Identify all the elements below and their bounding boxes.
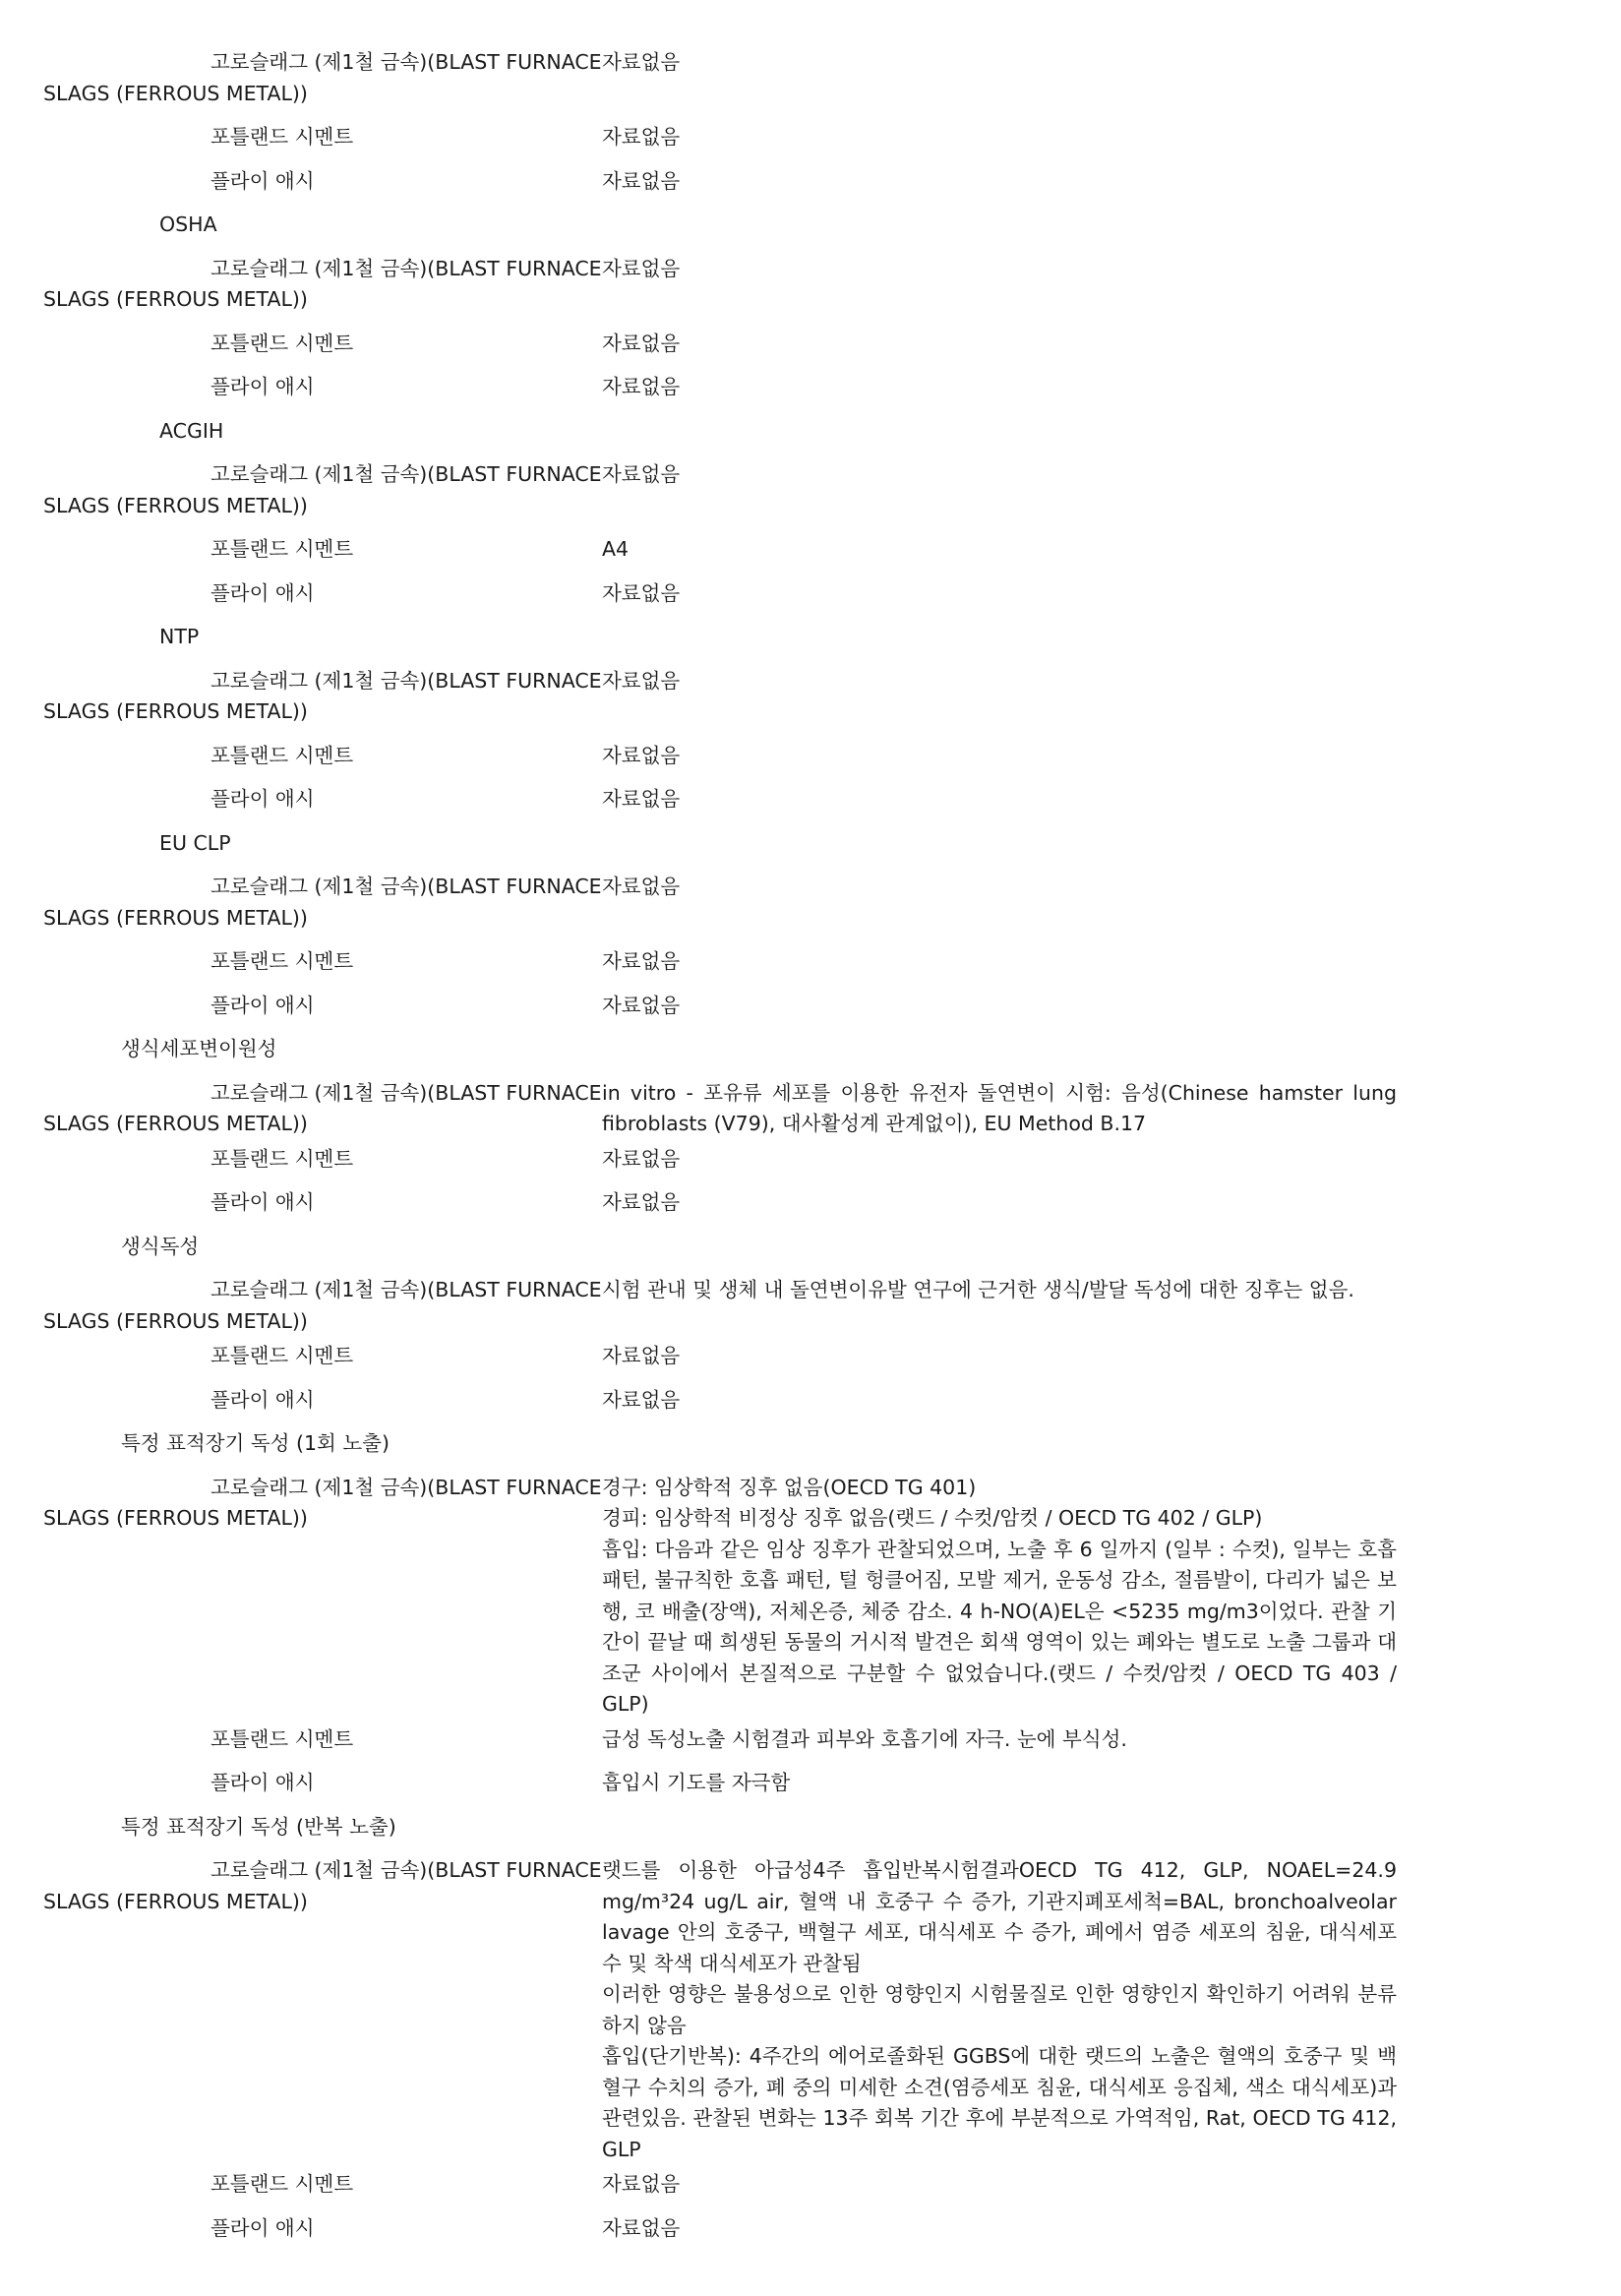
substance-row <box>0 2213 1621 2258</box>
substance-name: 플라이 애시 <box>210 580 315 605</box>
substance-value <box>602 1187 1397 1219</box>
substance-value <box>602 1473 1397 1721</box>
substance-name: 플라이 애시 <box>210 993 315 1017</box>
value-line: 시험 관내 및 생체 내 돌연변이유발 연구에 근거한 생식/발달 독성에 대한 징후는 없음. <box>602 1278 1354 1301</box>
value-line: 자료없음 <box>602 2215 681 2240</box>
section-heading: 생식독성 <box>121 1234 200 1258</box>
value-line: 흡입시 기도를 자극함 <box>602 1771 791 1794</box>
substance-value <box>602 991 1397 1022</box>
substance-name: 플라이 애시 <box>210 1190 315 1214</box>
value-line: 흡입: 다음과 같은 임상 징후가 관찰되었으며, 노출 후 6 일까지 (일부 : 수컷), 일부는 호흡 패턴, 불규칙한 호흡 패턴, 털 헝클어짐, 모발 제거, 운동성 감소, 절름발이, 다리가 넓은 보행, 코 배출(장액), 저체온증, 체중 감소. 4 h-NO(A)EL은 <5235 mg/m3이었다. 관찰 기간이 끝날 때 희생된 동물의 거시적 발견은 회색 영역이 있는 폐와는 별도로 노출 그룹과 대조군 사이에서 본질적으로 구분할 수 없었습니다.(랫드 / 수컷/암컷 / OECD TG 403 / GLP) <box>602 1537 1397 1716</box>
value-line: 자료없음 <box>602 2172 681 2196</box>
substance-name: 포틀랜드 시멘트 <box>210 1146 354 1171</box>
substance-value <box>602 122 1397 153</box>
value-line: 자료없음 <box>602 256 681 280</box>
substance-row <box>0 1341 1621 1385</box>
substance-row <box>0 872 1621 946</box>
value-line: 자료없음 <box>602 580 681 605</box>
section-heading: OSHA <box>159 212 217 236</box>
substance-value <box>602 666 1397 728</box>
substance-row <box>0 534 1621 578</box>
value-line: 경피: 임상학적 비정상 징후 없음(랫드 / 수컷/암컷 / OECD TG 402 / GLP) <box>602 1506 1263 1530</box>
substance-value <box>602 1724 1397 1756</box>
value-line: 자료없음 <box>602 875 681 898</box>
substance-value <box>602 741 1397 772</box>
substance-row <box>0 1385 1621 1429</box>
substance-name: 포틀랜드 시멘트 <box>210 1726 354 1751</box>
value-line: 자료없음 <box>602 668 681 693</box>
value-line: 자료없음 <box>602 1344 681 1367</box>
substance-name: 플라이 애시 <box>210 1771 315 1794</box>
substance-row <box>0 1078 1621 1144</box>
value-line: 자료없음 <box>602 331 681 355</box>
substance-name: 포틀랜드 시멘트 <box>210 125 354 149</box>
substance-row <box>0 47 1621 122</box>
substance-row <box>0 372 1621 416</box>
document-body <box>0 47 1621 2257</box>
substance-value <box>602 1275 1397 1337</box>
value-line: 자료없음 <box>602 787 681 811</box>
substance-name: 고로슬래그 (제1철 금속)(BLAST FURNACE SLAGS (FERROUS METAL)) <box>43 1858 602 1913</box>
substance-name: 고로슬래그 (제1철 금속)(BLAST FURNACE SLAGS (FERROUS METAL)) <box>43 462 602 517</box>
value-line: 자료없음 <box>602 168 681 193</box>
substance-value <box>602 2169 1397 2201</box>
substance-row <box>0 1768 1621 1812</box>
substance-name: 포틀랜드 시멘트 <box>210 743 354 767</box>
substance-row <box>0 2169 1621 2213</box>
value-line: 흡입(단기반복): 4주간의 에어로졸화된 GGBS에 대한 랫드의 노출은 혈액의 호중구 및 백혈구 수치의 증가, 폐 중의 미세한 소견(염증세포 침윤, 대식세포 응집체, 색소 대식세포)과 관련있음. 관찰된 변화는 13주 회복 기간 후에 부분적으로 가역적임, Rat, OECD TG 412, GLP <box>602 2044 1397 2161</box>
substance-row <box>0 1275 1621 1341</box>
substance-name: 고로슬래그 (제1철 금속)(BLAST FURNACE SLAGS (FERROUS METAL)) <box>43 875 602 930</box>
value-line: 자료없음 <box>602 50 681 74</box>
substance-value <box>602 459 1397 521</box>
substance-name: 플라이 애시 <box>210 2215 315 2240</box>
substance-name: 포틀랜드 시멘트 <box>210 1344 354 1367</box>
substance-value <box>602 254 1397 316</box>
substance-name: 포틀랜드 시멘트 <box>210 331 354 355</box>
substance-value <box>602 784 1397 816</box>
substance-name: 고로슬래그 (제1철 금속)(BLAST FURNACE SLAGS (FERROUS METAL)) <box>43 256 602 311</box>
substance-name: 고로슬래그 (제1철 금속)(BLAST FURNACE SLAGS (FERROUS METAL)) <box>43 1278 602 1333</box>
substance-row <box>0 1855 1621 2169</box>
substance-value <box>602 946 1397 978</box>
value-line: 자료없음 <box>602 993 681 1017</box>
substance-row <box>0 459 1621 534</box>
substance-row <box>0 666 1621 741</box>
section-heading: 특정 표적장기 독성 (1회 노출) <box>121 1431 390 1455</box>
substance-value <box>602 166 1397 198</box>
substance-row <box>0 1724 1621 1769</box>
substance-value <box>602 1078 1397 1140</box>
section-heading: 생식세포변이원성 <box>121 1037 277 1060</box>
value-line: 자료없음 <box>602 1387 681 1412</box>
value-line: 자료없음 <box>602 125 681 149</box>
substance-name: 포틀랜드 시멘트 <box>210 2172 354 2196</box>
substance-name: 플라이 애시 <box>210 168 315 193</box>
value-line: 자료없음 <box>602 1146 681 1171</box>
section-heading: ACGIH <box>159 418 224 443</box>
substance-row <box>0 784 1621 828</box>
value-line: 급성 독성노출 시험결과 피부와 호흡기에 자극. 눈에 부식성. <box>602 1726 1127 1751</box>
substance-row <box>0 741 1621 785</box>
substance-name: 고로슬래그 (제1철 금속)(BLAST FURNACE SLAGS (FERROUS METAL)) <box>43 668 602 723</box>
substance-row <box>0 991 1621 1035</box>
value-line: A4 <box>602 537 630 561</box>
value-line: 자료없음 <box>602 462 681 486</box>
substance-name: 포틀랜드 시멘트 <box>210 949 354 973</box>
substance-value <box>602 534 1397 566</box>
value-line: 자료없음 <box>602 375 681 398</box>
value-line: 자료없음 <box>602 949 681 973</box>
substance-value <box>602 578 1397 610</box>
substance-row <box>0 166 1621 211</box>
value-line: 자료없음 <box>602 743 681 767</box>
substance-value <box>602 329 1397 360</box>
substance-name: 고로슬래그 (제1철 금속)(BLAST FURNACE SLAGS (FERROUS METAL)) <box>43 50 602 105</box>
section-heading: EU CLP <box>159 830 231 855</box>
substance-name: 플라이 애시 <box>210 375 315 398</box>
substance-row <box>0 122 1621 166</box>
substance-row <box>0 946 1621 991</box>
substance-value <box>602 872 1397 934</box>
substance-value <box>602 1385 1397 1417</box>
substance-row <box>0 329 1621 373</box>
substance-name: 포틀랜드 시멘트 <box>210 537 354 561</box>
substance-value <box>602 47 1397 109</box>
substance-value <box>602 2213 1397 2245</box>
value-line: 이러한 영향은 불용성으로 인한 영향인지 시험물질로 인한 영향인지 확인하기 어려워 분류하지 않음 <box>602 1982 1397 2037</box>
substance-row <box>0 1187 1621 1232</box>
substance-row <box>0 1144 1621 1188</box>
value-line: 랫드를 이용한 아급성4주 흡입반복시험결과OECD TG 412, GLP, NOAEL=24.9 mg/m³24 ug/L air, 혈액 내 호중구 수 증가, 기관지폐포세척=BAL, bronchoalveolar lavage 안의 호중구, 백혈구 세포, 대식세포 수 증가, 폐에서 염증 세포의 침윤, 대식세포 수 및 착색 대식세포가 관찰됨 <box>602 1858 1397 1975</box>
substance-value <box>602 1768 1397 1799</box>
substance-value <box>602 372 1397 403</box>
substance-row <box>0 254 1621 329</box>
section-heading: NTP <box>159 625 200 648</box>
substance-name: 플라이 애시 <box>210 787 315 811</box>
section-heading: 특정 표적장기 독성 (반복 노출) <box>121 1814 396 1839</box>
substance-name: 플라이 애시 <box>210 1387 315 1412</box>
substance-row <box>0 578 1621 623</box>
substance-row <box>0 1473 1621 1724</box>
substance-name: 고로슬래그 (제1철 금속)(BLAST FURNACE SLAGS (FERROUS METAL)) <box>43 1475 602 1530</box>
substance-value <box>602 1144 1397 1176</box>
substance-value <box>602 1855 1397 2165</box>
value-line: 경구: 임상학적 징후 없음(OECD TG 401) <box>602 1475 977 1499</box>
value-line: 자료없음 <box>602 1190 681 1214</box>
substance-name: 고로슬래그 (제1철 금속)(BLAST FURNACE SLAGS (FERROUS METAL)) <box>43 1080 602 1135</box>
value-line: in vitro - 포유류 세포를 이용한 유전자 돌연변이 시험: 음성(Chinese hamster lung fibroblasts (V79), 대사활성계 관계없이), EU Method B.17 <box>602 1080 1397 1135</box>
substance-value <box>602 1341 1397 1372</box>
